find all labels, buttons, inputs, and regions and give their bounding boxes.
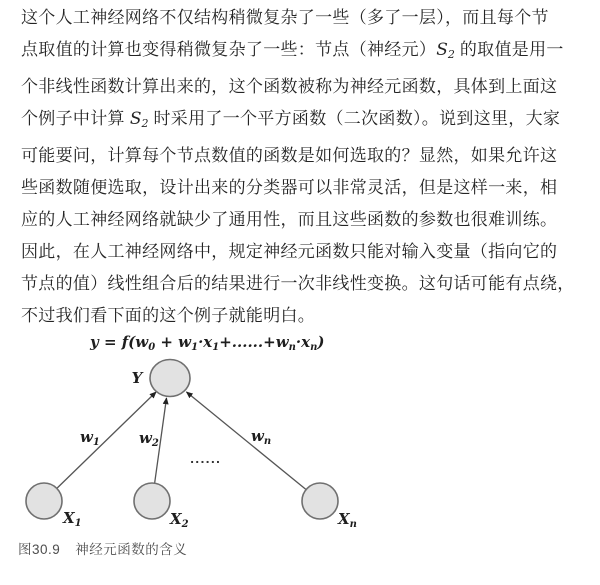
math-var-text: S [436, 40, 448, 60]
subscript-text: n [310, 342, 318, 353]
label-w1-base: w [80, 428, 93, 446]
node-y [150, 360, 190, 397]
subscript-text: n [288, 342, 296, 353]
figure-title: 神经元函数的含义 [75, 542, 188, 557]
label-xn [337, 510, 357, 530]
label-xn-base: X [338, 510, 350, 528]
subscript-text: 2 [447, 48, 455, 61]
text-line [21, 172, 581, 204]
text-segment: 的取值是用一 [454, 40, 564, 59]
figure-number: 图30.9 [18, 542, 61, 557]
text-segment: 不过我们看下面的这个例子就能明白。 [21, 306, 316, 325]
text-line [21, 34, 581, 71]
node-x1 [26, 483, 62, 519]
ellipsis-dots: ...... [190, 453, 222, 466]
label-wn-base: w [251, 427, 264, 445]
label-x1 [62, 509, 82, 529]
label-w1 [80, 428, 100, 448]
node-xn [302, 483, 338, 519]
label-x1-base: X [63, 509, 75, 527]
text-segment: 应的人工神经网络就缺少了通用性，而且这些函数的参数也很难训练。 [21, 210, 558, 229]
text-line [21, 300, 581, 332]
text-line [21, 2, 581, 34]
subscript-text: 1 [191, 342, 199, 353]
text-segment: 个非线性函数计算出来的，这个函数被称为神经元函数，具体到上面这 [21, 77, 558, 96]
label-w2 [139, 429, 159, 449]
paragraph [21, 2, 581, 332]
edge-xn-to-y [187, 392, 306, 489]
text-line [21, 268, 581, 300]
math-var-text: S [129, 109, 142, 129]
subscript-text: 0 [148, 342, 156, 353]
text-segment: 些函数随便选取，设计出来的分类器可以非常灵活，但是这样一来，相 [21, 178, 558, 197]
label-x2-sub: 2 [181, 519, 189, 530]
text-segment: 点取值的计算也变得稍微复杂了一些：节点（神经元） [21, 40, 437, 59]
label-wn [251, 427, 271, 447]
text-segment: 这个人工神经网络不仅结构稍微复杂了一些（多了一层），而且每个节 [21, 8, 549, 27]
label-xn-sub: n [349, 519, 357, 530]
text-segment: ) [317, 333, 325, 351]
label-x2 [169, 510, 189, 530]
text-line [21, 71, 581, 103]
text-segment: 节点的值）线性组合后的结果进行一次非线性变换。这句话可能有点绕， [21, 274, 575, 293]
label-x2-base: X [170, 510, 182, 528]
text-segment: ·x [198, 333, 213, 351]
text-segment: 时采用了一个平方函数（二次函数）。说到这里，大家 [148, 109, 561, 128]
label-w2-sub: 2 [151, 438, 159, 449]
subscript-text: 1 [212, 342, 220, 353]
text-line [21, 103, 581, 140]
label-w1-sub: 1 [92, 437, 100, 448]
text-segment: + w [155, 333, 192, 351]
subscript-text: 2 [141, 117, 149, 130]
label-x1-sub: 1 [74, 518, 82, 529]
text-segment: 因此，在人工神经网络中，规定神经元函数只能对输入变量（指向它的 [21, 242, 558, 261]
text-line [21, 204, 581, 236]
text-segment: y = f(w [90, 333, 149, 351]
label-wn-sub: n [263, 436, 272, 447]
text-segment: ·x [295, 333, 311, 351]
text-line [21, 140, 581, 172]
neuron-diagram [0, 355, 420, 545]
label-w2-base: w [139, 429, 152, 447]
node-x2 [134, 483, 170, 519]
figure-caption [18, 538, 187, 558]
text-line [21, 236, 581, 268]
text-segment: 个例子中计算 [21, 109, 130, 128]
label-y: Y [131, 369, 143, 387]
formula [90, 333, 325, 353]
text-segment: 可能要问，计算每个节点数值的函数是如何选取的？显然，如果允许这 [21, 146, 558, 165]
text-segment: +......+w [219, 333, 289, 351]
